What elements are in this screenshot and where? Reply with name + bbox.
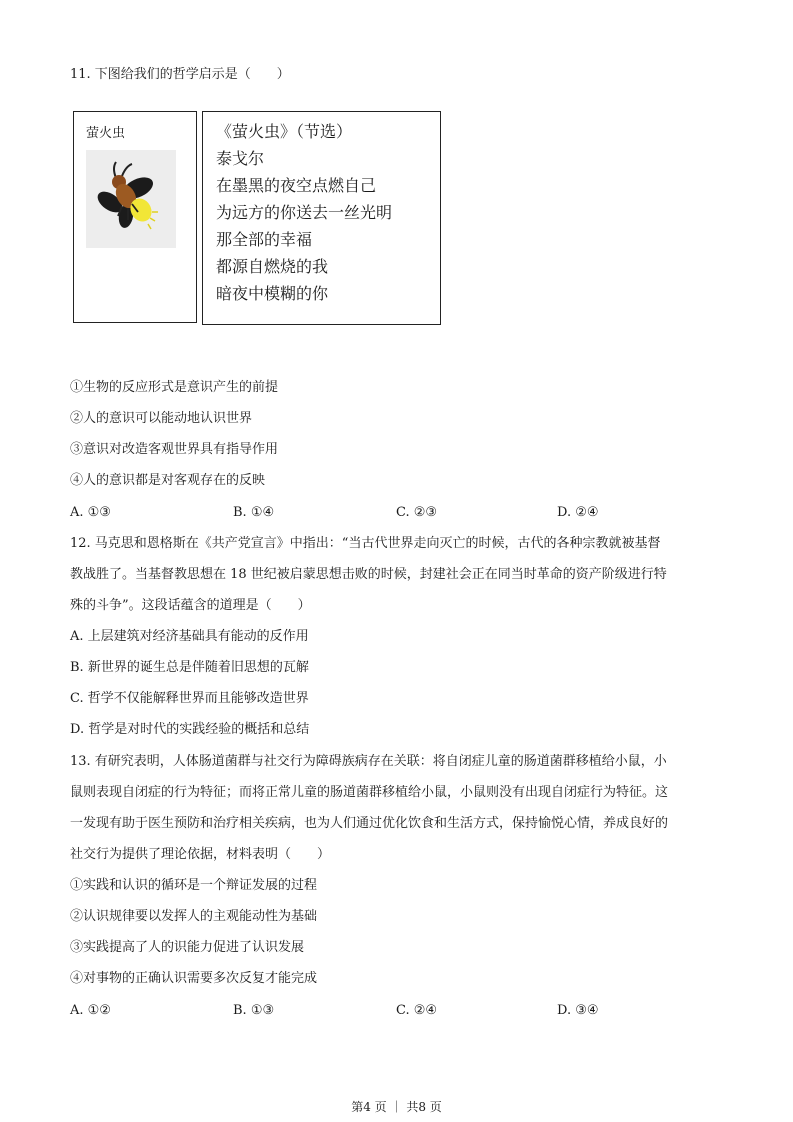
poem-line: 在墨黑的夜空点燃自己 [216,176,377,195]
firefly-icon [86,150,176,248]
q11-statement: ④人的意识都是对客观存在的反映 [70,473,266,488]
q13-stem-line: 13. 有研究表明，人体肠道菌群与社交行为障碍族病存在关联：将自闭症儿童的肠道菌群移植给小鼠，小 [70,754,667,769]
page-footer: 第4 页 ｜ 共8 页 [351,1100,442,1114]
firefly-figure [73,111,197,323]
q13-statement: ③实践提高了人的识能力促进了认识发展 [70,940,305,955]
firefly-image [86,150,176,248]
q11-options [70,504,730,522]
option-d[interactable]: D. 哲学是对时代的实践经验的概括和总结 [70,722,310,737]
q11-stem: 11. 下图给我们的哲学启示是（ ） [70,67,290,82]
option-b[interactable]: B. ①③ [233,1003,275,1018]
q13-stem-line: 一发现有助于医生预防和治疗相关疾病，也为人们通过优化饮食和生活方式，保持愉悦心情，养成良好的 [70,816,669,831]
q11-statement: ①生物的反应形式是意识产生的前提 [70,380,279,395]
poem-box [202,111,441,325]
option-c[interactable]: C. ②③ [396,505,438,520]
q13-stem-line: 鼠则表现自闭症的行为特征；而将正常儿童的肠道菌群移植给小鼠，小鼠则没有出现自闭症行为特征。这 [70,785,669,800]
poem-line: 暗夜中模糊的你 [216,284,329,303]
option-a[interactable]: A. ①② [70,1003,111,1018]
option-c[interactable]: C. 哲学不仅能解释世界而且能够改造世界 [70,691,309,706]
q13-statement: ①实践和认识的循环是一个辩证发展的过程 [70,878,318,893]
option-b[interactable]: B. ①④ [233,505,275,520]
figure-caption: 萤火虫 [86,126,126,141]
q13-options [70,1002,730,1020]
poem-line: 那全部的幸福 [216,230,313,249]
q11-statement: ②人的意识可以能动地认识世界 [70,411,253,426]
option-a[interactable]: A. ①③ [70,505,111,520]
q13-statement: ④对事物的正确认识需要多次反复才能完成 [70,971,318,986]
option-a[interactable]: A. 上层建筑对经济基础具有能动的反作用 [70,629,309,644]
q12-stem-line: 殊的斗争”。这段话蕴含的道理是（ ） [70,598,311,613]
poem-title: 《萤火虫》（节选） [216,122,353,141]
q12-stem-line: 12. 马克思和恩格斯在《共产党宣言》中指出：“当古代世界走向灭亡的时候，古代的各种宗教就被基督 [70,536,661,551]
option-c[interactable]: C. ②④ [396,1003,438,1018]
poem-line: 都源自燃烧的我 [216,257,329,276]
poem-author: 泰戈尔 [216,149,265,168]
q13-statement: ②认识规律要以发挥人的主观能动性为基础 [70,909,318,924]
q13-stem-line: 社交行为提供了理论依据，材料表明（ ） [70,847,331,862]
q12-stem-line: 教战胜了。当基督教思想在 18 世纪被启蒙思想击败的时候，封建社会正在同当时革命的资产阶级进行特 [70,567,667,582]
q11-statement: ③意识对改造客观世界具有指导作用 [70,442,279,457]
option-b[interactable]: B. 新世界的诞生总是伴随着旧思想的瓦解 [70,660,309,675]
option-d[interactable]: D. ③④ [557,1003,599,1018]
poem-line: 为远方的你送去一丝光明 [216,203,393,222]
option-d[interactable]: D. ②④ [557,505,599,520]
